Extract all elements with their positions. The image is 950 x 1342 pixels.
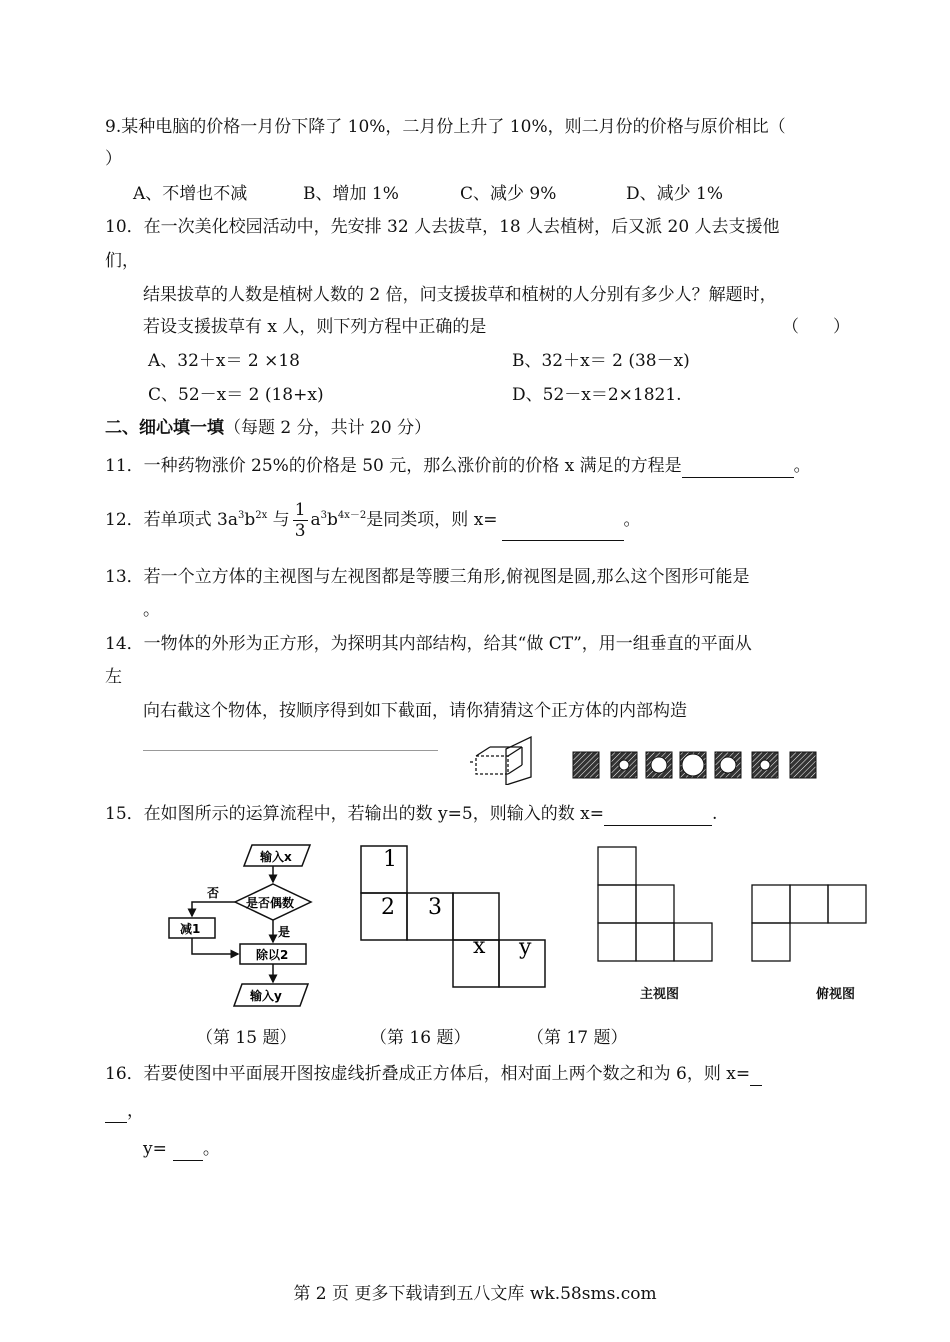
caption-q17: （第 17 题） xyxy=(527,1028,628,1048)
q9-line1: 9.某种电脑的价格一月份下降了 10%，二月份上升了 10%，则二月份的价格与原价相比（ xyxy=(105,117,786,137)
cross-section-2 xyxy=(611,752,637,778)
net-cell-y: y xyxy=(519,935,532,960)
flow-decision-label: 是否偶数 xyxy=(246,896,295,910)
page-footer: 第 2 页 更多下载请到五八文库 wk.58sms.com xyxy=(293,1284,657,1304)
q12-end: 。 xyxy=(623,510,641,530)
q15 xyxy=(105,803,717,826)
cross-section-6 xyxy=(752,752,778,778)
q14-line2: 左 xyxy=(105,667,122,687)
q12-sup: 4x－2 xyxy=(337,510,367,521)
flow-arrow xyxy=(192,938,238,954)
flow-yes-label: 是 xyxy=(278,925,291,939)
q10-line3: 结果拔草的人数是植树人数的 2 倍，问支援拔草和植树的人分别有多少人？解题时， xyxy=(143,285,777,305)
section-heading xyxy=(105,417,431,439)
q12-text: 与 xyxy=(267,510,290,530)
flow-divide-label: 除以2 xyxy=(256,948,289,962)
cube-with-plane-icon xyxy=(470,737,531,785)
caption-q15: （第 15 题） xyxy=(196,1028,297,1048)
three-view-figure xyxy=(590,845,880,965)
q12-sup: 3 xyxy=(320,510,328,521)
section-title: 二、细心填一填 xyxy=(105,418,224,438)
net-cell-2: 2 xyxy=(381,895,395,920)
cross-section-5 xyxy=(715,752,741,778)
flow-subtract-label: 减1 xyxy=(180,922,201,936)
net-cell-x: x xyxy=(473,934,486,959)
q12-answer-blank[interactable] xyxy=(502,500,624,541)
caption-q16: （第 16 题） xyxy=(370,1028,471,1048)
q11-end: 。 xyxy=(793,456,811,476)
q11-text: 11．一种药物涨价 25%的价格是 50 元，那么涨价前的价格 x 满足的方程是 xyxy=(105,456,682,476)
top-view xyxy=(752,885,866,961)
net-cell-3: 3 xyxy=(428,895,442,920)
fraction-numerator: 1 xyxy=(294,500,306,520)
q12-fraction xyxy=(293,500,308,541)
q9-line2: ） xyxy=(105,149,122,169)
q12-text: b xyxy=(327,510,338,530)
q12-sup: 3 xyxy=(238,510,245,521)
q10-line2: 们， xyxy=(105,251,139,271)
q13-line1: 13．若一个立方体的主视图与左视图都是等腰三角形,俯视图是圆,那么这个图形可能是 xyxy=(105,567,750,587)
cross-section-7 xyxy=(790,752,816,778)
cross-section-4 xyxy=(680,752,706,778)
q12-text: a xyxy=(310,510,321,530)
front-view-label: 主视图 xyxy=(640,987,680,1002)
q9-option-b: B、增加 1% xyxy=(303,184,399,204)
flow-input-label: 输入x xyxy=(260,850,292,864)
q9-option-d: D、减少 1% xyxy=(626,184,724,204)
q10-option-c: C、52－x＝ 2 (18+x) xyxy=(148,385,324,405)
q14-line1: 14．一物体的外形为正方形，为探明其内部结构，给其“做 CT”，用一组垂直的平面从 xyxy=(105,634,752,654)
q10-line1: 10．在一次美化校园活动中，先安排 32 人去拔草，18 人去植树，后又派 20 人去支援他 xyxy=(105,217,780,237)
q11 xyxy=(105,455,811,478)
flow-output-label: 输入y xyxy=(250,989,282,1003)
q16-line2 xyxy=(105,1100,144,1123)
top-view-label: 俯视图 xyxy=(816,987,856,1002)
q12-text: b xyxy=(244,510,256,530)
q10-line4: 若设支援拔草有 x 人，则下列方程中正确的是 xyxy=(143,317,487,337)
q16-text: 16．若要使图中平面展开图按虚线折叠成正方体后，相对面上两个数之和为 6，则 x= xyxy=(105,1064,751,1084)
ct-scan-figure xyxy=(468,735,828,785)
flowchart xyxy=(160,840,320,1020)
q11-answer-blank[interactable] xyxy=(682,455,794,478)
q12 xyxy=(105,496,641,541)
flow-no-label: 否 xyxy=(207,886,220,900)
q9-option-a: A、不增也不减 xyxy=(133,184,248,204)
q10-option-b: B、32＋x＝ 2 (38－x) xyxy=(512,351,690,371)
front-view xyxy=(598,847,712,961)
q10-answer-paren: （ ） xyxy=(782,317,850,337)
flow-arrow xyxy=(192,902,235,916)
cube-net xyxy=(355,840,555,1000)
q16-x-blank[interactable] xyxy=(750,1063,762,1086)
q14-line3: 向右截这个物体，按顺序得到如下截面，请你猜猜这个正方体的内部构造 xyxy=(143,701,687,721)
q10-option-d: D、52－x＝2×1821. xyxy=(512,385,682,405)
q15-text: 15．在如图所示的运算流程中，若输出的数 y=5，则输入的数 x= xyxy=(105,804,604,824)
q12-sup: 2x xyxy=(255,510,268,521)
q16-end: 。 xyxy=(202,1139,220,1159)
q12-prefix: 12．若单项式 3a xyxy=(105,510,238,530)
q16-line3 xyxy=(143,1138,220,1161)
q16-y-blank[interactable] xyxy=(173,1138,203,1161)
q16-y-label: y= xyxy=(143,1139,167,1159)
section-note: （每题 2 分，共计 20 分） xyxy=(224,418,432,438)
q16-x-blank-cont[interactable] xyxy=(105,1100,127,1123)
cross-section-3 xyxy=(646,752,672,778)
q14-answer-line[interactable] xyxy=(143,750,438,751)
q9-option-c: C、减少 9% xyxy=(460,184,557,204)
q16-line1 xyxy=(105,1063,762,1086)
cross-section-1 xyxy=(573,752,599,778)
q13-line2: 。 xyxy=(143,600,160,620)
q15-end: . xyxy=(711,804,718,824)
net-cell-1: 1 xyxy=(383,847,397,872)
fraction-denominator: 3 xyxy=(294,521,306,541)
q15-answer-blank[interactable] xyxy=(604,803,712,826)
q10-option-a: A、32＋x＝ 2 ×18 xyxy=(148,351,300,371)
q12-suffix: 是同类项，则 x= xyxy=(366,510,498,530)
q16-comma: ， xyxy=(127,1101,144,1121)
